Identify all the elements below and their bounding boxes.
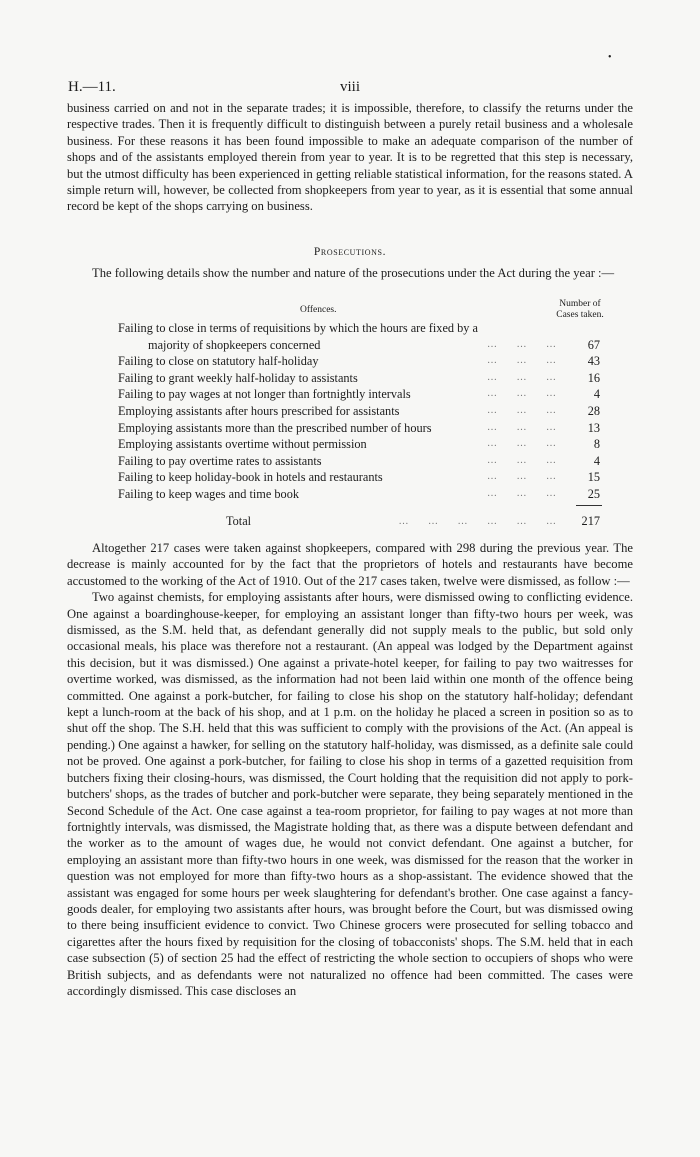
- table-row: [118, 403, 604, 420]
- number-column-header: [540, 299, 620, 320]
- page-mark: •: [608, 52, 612, 63]
- prosecutions-table: [118, 320, 604, 503]
- offence-label: Failing to keep holiday-book in hotels and restaurants: [118, 470, 383, 485]
- offence-label: Employing assistants overtime without permission: [118, 437, 367, 452]
- report-code: H.—11.: [68, 79, 116, 95]
- total-leaders: … … … … … …: [398, 516, 559, 527]
- offence-label: Employing assistants more than the prescribed number of hours: [118, 420, 432, 435]
- offence-label: Failing to keep wages and time book: [118, 486, 300, 501]
- table-row: [118, 370, 604, 387]
- intro-paragraph: business carried on and not in the separate trades; it is impossible, therefore, to classify the returns under the respective trades. Then it is frequently difficult to distinguish between a purely retail business and a wholesale business. For these reasons it has been found impossible to make an adequate comparison of the number of shops and of the assistants employed therein from year to year. It is to be regretted that this step is necessary, but the utmost difficulty has been experienced in getting reliable statistical information, for the reasons stated. A simple return will, however, be collected from shopkeepers from year to year, as it is essential that some annual record be kept of the shops carrying on business.: [67, 101, 633, 214]
- table-row: [118, 386, 604, 403]
- case-count: 43: [587, 354, 600, 369]
- dot-leaders: … … …: [487, 388, 559, 400]
- altogether-paragraph: Altogether 217 cases were taken against shopkeepers, compared with 298 during the previous year. The decrease is mainly accounted for by the fact that the proprietors of hotels and restaurants have become accustomed to the working of the Act of 1910. Out of the 217 cases taken, twelve were dismissed, as follow :—: [67, 541, 633, 588]
- dot-leaders: … … …: [487, 355, 559, 367]
- case-count: 13: [587, 420, 600, 435]
- offence-label: Employing assistants after hours prescribed for assistants: [118, 403, 400, 418]
- section-heading: Prosecutions.: [313, 246, 387, 258]
- table-row: [118, 337, 604, 354]
- case-count: 15: [587, 470, 600, 485]
- total-count: 217: [581, 514, 600, 528]
- prosecutions-intro-section: [67, 265, 633, 281]
- prosecutions-intro: The following details show the number and nature of the prosecutions under the Act during the year :—: [92, 266, 615, 280]
- offence-label: Failing to grant weekly half-holiday to assistants: [118, 370, 358, 385]
- offence-label: Failing to close in terms of requisitions by which the hours are fixed by a: [118, 321, 478, 335]
- table-row: [118, 453, 604, 470]
- total-row: [118, 513, 604, 530]
- total-label: Total: [226, 514, 252, 528]
- case-count: 28: [587, 403, 600, 418]
- offence-label: Failing to pay overtime rates to assistants: [118, 453, 322, 468]
- case-count: 8: [593, 437, 600, 452]
- dot-leaders: … … …: [487, 421, 559, 433]
- case-count: 4: [593, 453, 600, 468]
- table-row: [118, 436, 604, 453]
- offence-label: Failing to close on statutory half-holiday: [118, 354, 319, 369]
- page-number: viii: [340, 79, 361, 95]
- dot-leaders: … … …: [487, 471, 559, 483]
- offences-column-header: Offences.: [300, 305, 337, 315]
- total-rule: [576, 505, 602, 506]
- case-count: 4: [593, 387, 600, 402]
- offence-label: Failing to pay wages at not longer than fortnightly intervals: [118, 387, 411, 402]
- intro-section: [67, 100, 633, 215]
- case-count: 67: [587, 337, 600, 352]
- dismissed-cases-paragraph: Two against chemists, for employing assistants after hours, were dismissed owing to conflicting evidence. One against a boardinghouse-keeper, for employing an assistant longer than fifty-two hours per week, was dismissed, as the S.M. held that, as defendant generally did not supply meals to the public, but sold only occasional meals, his place was therefore not a restaurant. (An appeal was lodged by the Department against this decision, but it was dismissed.) One against a private-hotel keeper, for failing to pay two waitresses for overtime worked, was dismissed, as the information had not been laid within one month of the offence being committed. One against a pork-butcher, for failing to close his shop on the statutory half-holiday; defendant kept a lunch-room at the back of his shop, and at 1 p.m. on the holiday he placed a screen in position so as to shut off the shop. The S.H. held that this was sufficient to comply with the provisions of the Act. (An appeal is pending.) One against a hawker, for selling on the statutory half-holiday, was dismissed, as a definite sale could not be proved. One against a pork-butcher, for failing to close his shop in terms of a gazetted requisition from butchers fixing their closing-hours, was dismissed, the Court holding that the requisition did not apply to pork-butchers' shops, as the trades of butcher and pork-butcher were separate, they being separately mentioned in the Second Schedule of the Act. One case against a tea-room proprietor, for failing to pay wages at not more than fortnightly intervals, was dismissed, the Magistrate holding that, as there was a dispute between defendant and the worker as to the amount of wages due, he would not convict defendant. One against a butcher, for employing an assistant more than fifty-two hours in one week, was dismissed for the reason that the worker in question was not employed for more than fifty-two hours as a shop-assistant. The evidence showed that the assistant was engaged for some hours per week slaughtering for defendant's brother. One case against a fancy-goods dealer, for employing two assistants after hours, was brought before the Court, but was dismissed owing to there being insufficient evidence to convict. Two Chinese grocers were prosecuted for selling tobacco and cigarettes after the hours fixed by requisition for the closing of tobacconists' shops. The S.M. held that in each case subsection (5) of section 25 had the effect of restricting the whole section to occupiers of shops who were British subjects, and as defendants were not naturalized no offence had been committed. The cases were accordingly dismissed. This case discloses an: [67, 590, 633, 998]
- case-count: 16: [587, 370, 600, 385]
- offence-label: majority of shopkeepers concerned: [148, 337, 321, 352]
- dot-leaders: … … …: [487, 338, 559, 350]
- dot-leaders: … … …: [487, 404, 559, 416]
- number-column-header-line-2: Cases taken.: [556, 309, 604, 320]
- main-section: [67, 540, 633, 999]
- table-row: [118, 486, 604, 503]
- table-row: [118, 420, 604, 437]
- number-column-header-line-1: Number of: [559, 299, 601, 309]
- case-count: 25: [587, 486, 600, 501]
- table-row: [118, 353, 604, 370]
- dot-leaders: … … …: [487, 487, 559, 499]
- table-row: [118, 469, 604, 486]
- dot-leaders: … … …: [487, 454, 559, 466]
- dot-leaders: … … …: [487, 438, 559, 450]
- dot-leaders: … … …: [487, 371, 559, 383]
- table-row: [118, 320, 604, 337]
